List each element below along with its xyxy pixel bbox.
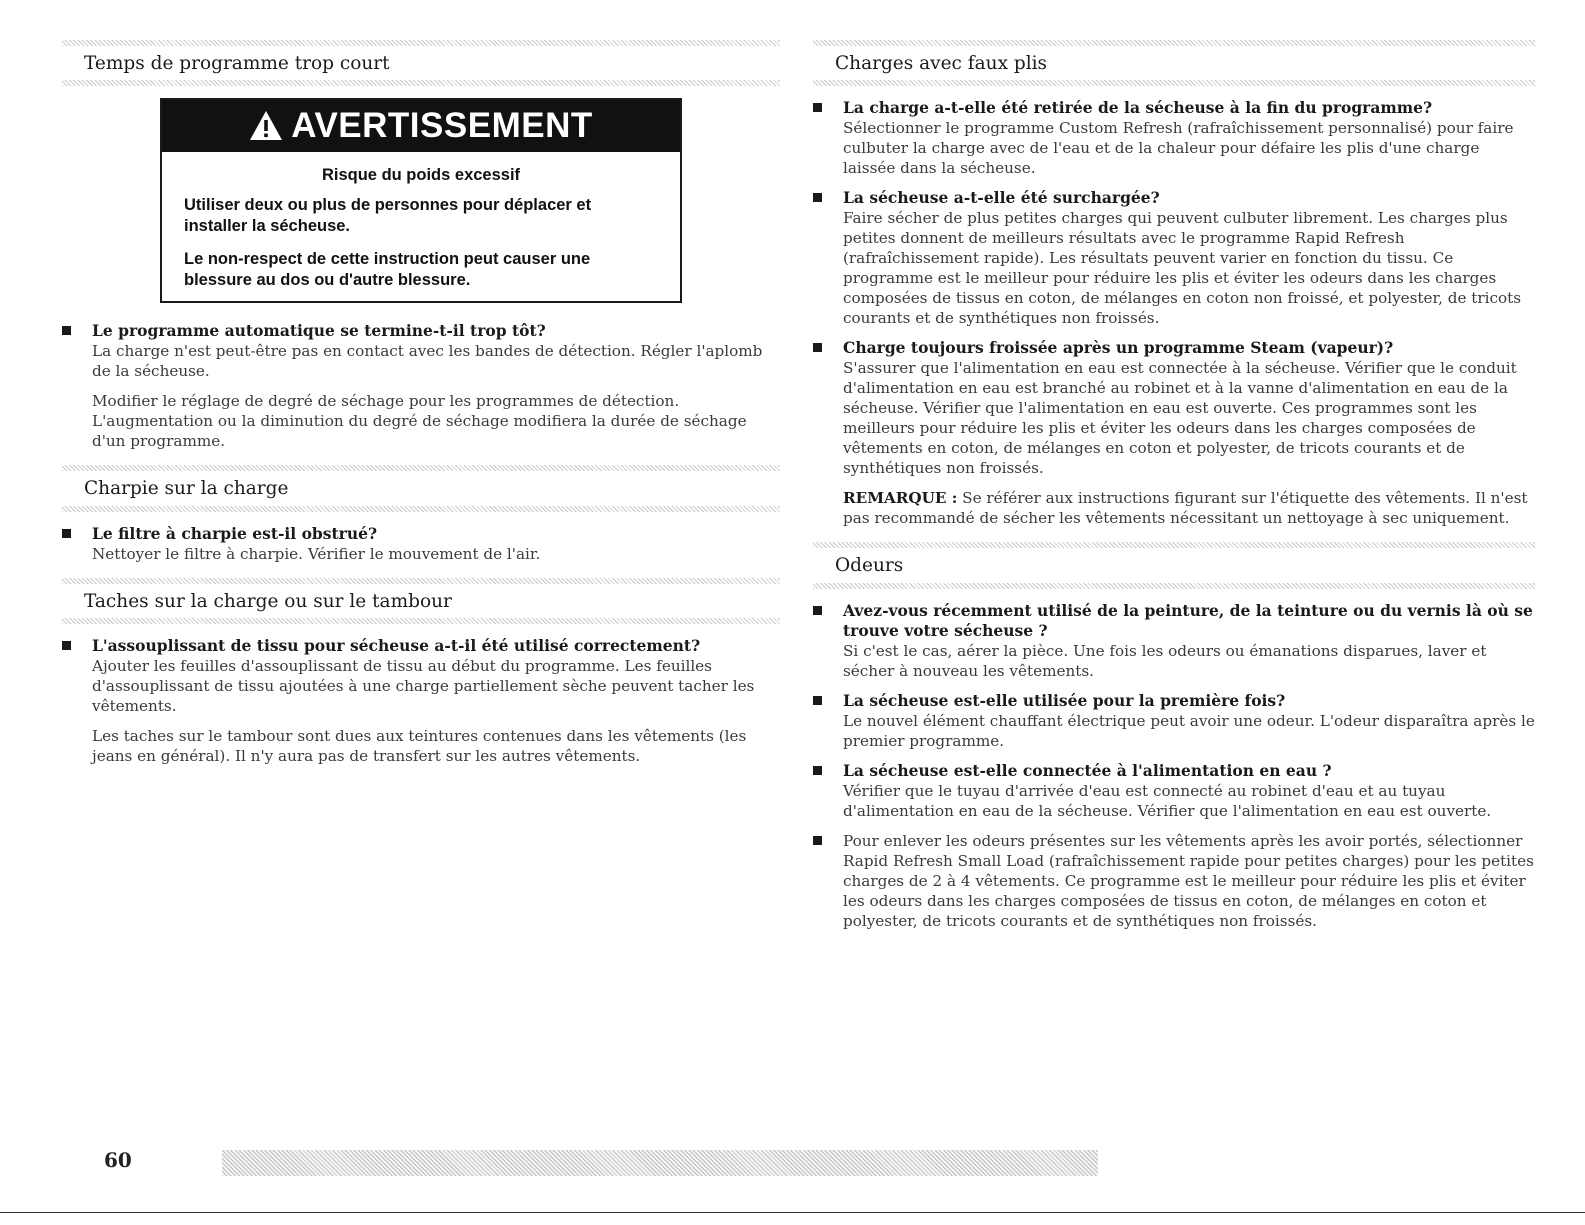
warning-consequence: Le non-respect de cette instruction peut causer une blessure au dos ou d'autre blessure. <box>184 250 591 290</box>
section-header <box>813 40 1535 86</box>
remarque-text: Se référer aux instructions figurant sur l'étiquette des vêtements. Il n'est pas recommandé de sécher les vêtements nécessitant un nettoyage à sec uniquement. <box>843 489 1528 528</box>
list-item <box>813 601 1535 681</box>
section-title: Taches sur la charge ou sur le tambour <box>84 590 452 612</box>
item-answer: Faire sécher de plus petites charges qui peuvent culbuter librement. Les charges plus petites donnent de meilleurs résultats avec le programme Rapid Refresh (rafraîchissement rapide). Les résultats peuvent varier en fonction du tissu. Ce programme est le meilleur pour réduire les plis et éviter les odeurs dans les charges composées de tissus en coton, de mélanges en coton non froissé, et polyester, de tricots courants et de synthétiques non froissés. <box>843 209 1522 328</box>
section-title: Charges avec faux plis <box>835 53 1048 74</box>
square-bullet-icon <box>62 326 71 335</box>
item-answer: Modifier le réglage de degré de séchage pour les programmes de détection. <box>92 392 680 411</box>
left-column <box>62 40 780 780</box>
item-answer: L'augmentation ou la diminution du degré de séchage modifiera la durée de séchage d'un programme. <box>92 412 747 451</box>
item-question: La charge a-t-elle été retirée de la sécheuse à la fin du programme? <box>843 98 1433 118</box>
list-item <box>813 831 1535 931</box>
item-question: Avez-vous récemment utilisé de la peinture, de la teinture ou du vernis là où se trouve votre sécheuse ? <box>843 600 1533 640</box>
list-item <box>813 761 1535 821</box>
item-answer: S'assurer que l'alimentation en eau est connectée à la sécheuse. Vérifier que le conduit d'alimentation en eau est branché au robinet et à la vanne d'alimentation en eau de la sécheuse. Vérifier que l'alimentation en eau est ouverte. Ces programmes sont les meilleurs pour réduire les plis et éviter les odeurs dans les charges composées de vêtements en coton, de mélanges en coton et polyester, de tricots courants et de synthétiques non froissés. <box>843 359 1517 478</box>
section-odeurs <box>813 542 1535 930</box>
item-answer: Vérifier que le tuyau d'arrivée d'eau est connecté au robinet d'eau et au tuyau d'alimentation en eau de la sécheuse. Vérifier que l'alimentation en eau est ouverte. <box>843 781 1492 820</box>
item-answer: Pour enlever les odeurs présentes sur les vêtements après les avoir portés, sélectionner Rapid Refresh Small Load (rafraîchissement rapide pour petites charges) pour les petites charges de 2 à 4 vêtements. Ce programme est le meilleur pour réduire les plis et éviter les odeurs dans les charges composées de tissus en coton, de mélanges en coton et polyester, de tricots courants et de synthétiques non froissés. <box>843 831 1534 930</box>
section-temps-de-programme <box>62 40 780 451</box>
square-bullet-icon <box>62 529 71 538</box>
footer-rule <box>0 1212 1585 1213</box>
item-question: L'assouplissant de tissu pour sécheuse a-t-il été utilisé correctement? <box>92 636 701 656</box>
item-question: La sécheuse est-elle utilisée pour la première fois? <box>843 690 1286 710</box>
section-title: Charpie sur la charge <box>84 478 289 500</box>
list-item <box>813 691 1535 751</box>
item-question: Le filtre à charpie est-il obstrué? <box>92 523 378 543</box>
list-item <box>813 188 1535 328</box>
square-bullet-icon <box>813 836 822 845</box>
item-question: Charge toujours froissée après un programme Steam (vapeur)? <box>843 338 1394 358</box>
section-charpie <box>62 465 780 563</box>
warning-box <box>160 98 682 303</box>
item-answer: Sélectionner le programme Custom Refresh (rafraîchissement personnalisé) pour faire culbuter la charge avec de l'eau et de la chaleur pour défaire les plis d'une charge laissée dans la sécheuse. <box>843 119 1514 178</box>
remarque-label: REMARQUE : <box>843 489 958 508</box>
warning-banner <box>162 100 680 152</box>
square-bullet-icon <box>813 696 822 705</box>
square-bullet-icon <box>62 641 71 650</box>
item-question: La sécheuse est-elle connectée à l'alimentation en eau ? <box>843 760 1332 780</box>
item-answer: Ajouter les feuilles d'assouplissant de tissu au début du programme. Les feuilles d'assouplissant de tissu ajoutées à une charge partiellement sèche peuvent tacher les vêtements. <box>92 657 755 716</box>
square-bullet-icon <box>813 343 822 352</box>
list-item <box>62 636 780 766</box>
section-header <box>813 542 1535 588</box>
square-bullet-icon <box>813 193 822 202</box>
footer-bar <box>222 1150 1098 1176</box>
item-answer: Si c'est le cas, aérer la pièce. Une fois les odeurs ou émanations disparues, laver et sécher à nouveau les vêtements. <box>843 641 1487 680</box>
item-question: Le programme automatique se termine-t-il trop tôt? <box>92 321 546 341</box>
right-column <box>813 40 1535 945</box>
list-item <box>813 338 1535 528</box>
section-header <box>62 465 780 511</box>
remarque-note <box>843 488 1535 528</box>
item-answer: La charge n'est peut-être pas en contact avec les bandes de détection. Régler l'aplomb de la sécheuse. <box>92 342 763 381</box>
warning-triangle-icon <box>249 109 283 143</box>
section-header <box>62 40 780 86</box>
square-bullet-icon <box>813 103 822 112</box>
list-item <box>62 321 780 451</box>
page-number: 60 <box>104 1148 132 1172</box>
section-title: Temps de programme trop court <box>84 53 390 74</box>
item-answer: Nettoyer le filtre à charpie. Vérifier le mouvement de l'air. <box>92 544 541 563</box>
list-item <box>813 98 1535 178</box>
section-taches <box>62 578 780 766</box>
warning-hazard: Risque du poids excessif <box>321 166 521 185</box>
square-bullet-icon <box>813 766 822 775</box>
section-faux-plis <box>813 40 1535 528</box>
warning-instruction: Utiliser deux ou plus de personnes pour déplacer et installer la sécheuse. <box>184 196 592 236</box>
square-bullet-icon <box>813 606 822 615</box>
section-header <box>62 578 780 624</box>
item-answer: Le nouvel élément chauffant électrique peut avoir une odeur. L'odeur disparaîtra après le premier programme. <box>843 711 1535 750</box>
item-answer: Les taches sur le tambour sont dues aux teintures contenues dans les vêtements (les jeans en général). Il n'y aura pas de transfert sur les autres vêtements. <box>92 727 747 766</box>
item-question: La sécheuse a-t-elle été surchargée? <box>843 188 1160 208</box>
list-item <box>62 524 780 564</box>
section-title: Odeurs <box>835 555 904 577</box>
warning-body <box>162 152 680 301</box>
warning-banner-text: AVERTISSEMENT <box>291 106 593 146</box>
